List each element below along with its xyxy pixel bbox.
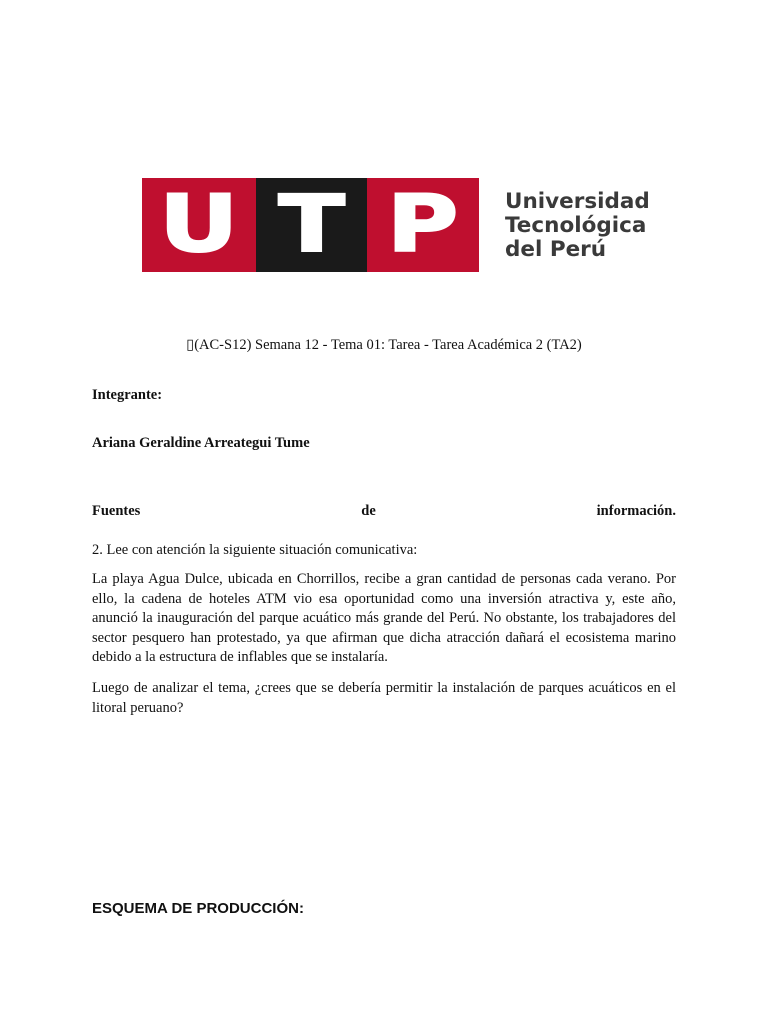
question-paragraph: Luego de analizar el tema, ¿crees que se debería permitir la instalación de parques acuáticos en el litoral peruano?: [92, 680, 676, 716]
logo-wordmark-line-2: Tecnológica: [505, 213, 647, 238]
logo-wordmark: [505, 178, 650, 272]
fuentes-word-3: información.: [596, 503, 676, 519]
logo-letter-t: T: [278, 180, 345, 270]
title-glyph: ▯: [186, 337, 195, 353]
situation-paragraph: La playa Agua Dulce, ubicada en Chorrillos, recibe a gran cantidad de personas cada verano. Por ello, la cadena de hoteles ATM vio esa oportunidad como una inversión atractiva y, este año, anunció la inauguración del parque acuático más grande del Perú. No obstante, los trabajadores del sector pesquero han protestado, ya que afirman que dicha atracción dañará el ecosistema marino debido a la estructura de inflables que se instalaría.: [92, 571, 676, 665]
logo-block-u: [142, 178, 256, 272]
section-heading: ESQUEMA DE PRODUCCIÓN:: [92, 900, 304, 917]
fuentes-word-1: Fuentes: [92, 503, 141, 519]
student-name: Ariana Geraldine Arreategui Tume: [92, 435, 310, 451]
logo-letter-u: U: [159, 180, 239, 270]
question-intro: 2. Lee con atención la siguiente situación comunicativa:: [92, 542, 418, 558]
integrante-label: Integrante:: [92, 387, 163, 403]
title-text: (AC-S12) Semana 12 - Tema 01: Tarea - Tarea Académica 2 (TA2): [194, 337, 582, 353]
fuentes-heading: [92, 503, 676, 520]
logo-block-p: [367, 178, 479, 272]
logo-wordmark-line-1: Universidad: [505, 189, 650, 214]
utp-logo: [142, 178, 672, 272]
fuentes-word-2: de: [361, 503, 376, 519]
logo-letter-p: P: [387, 180, 459, 270]
document-title: [0, 337, 768, 354]
logo-wordmark-line-3: del Perú: [505, 237, 607, 262]
logo-block-t: [256, 178, 367, 272]
